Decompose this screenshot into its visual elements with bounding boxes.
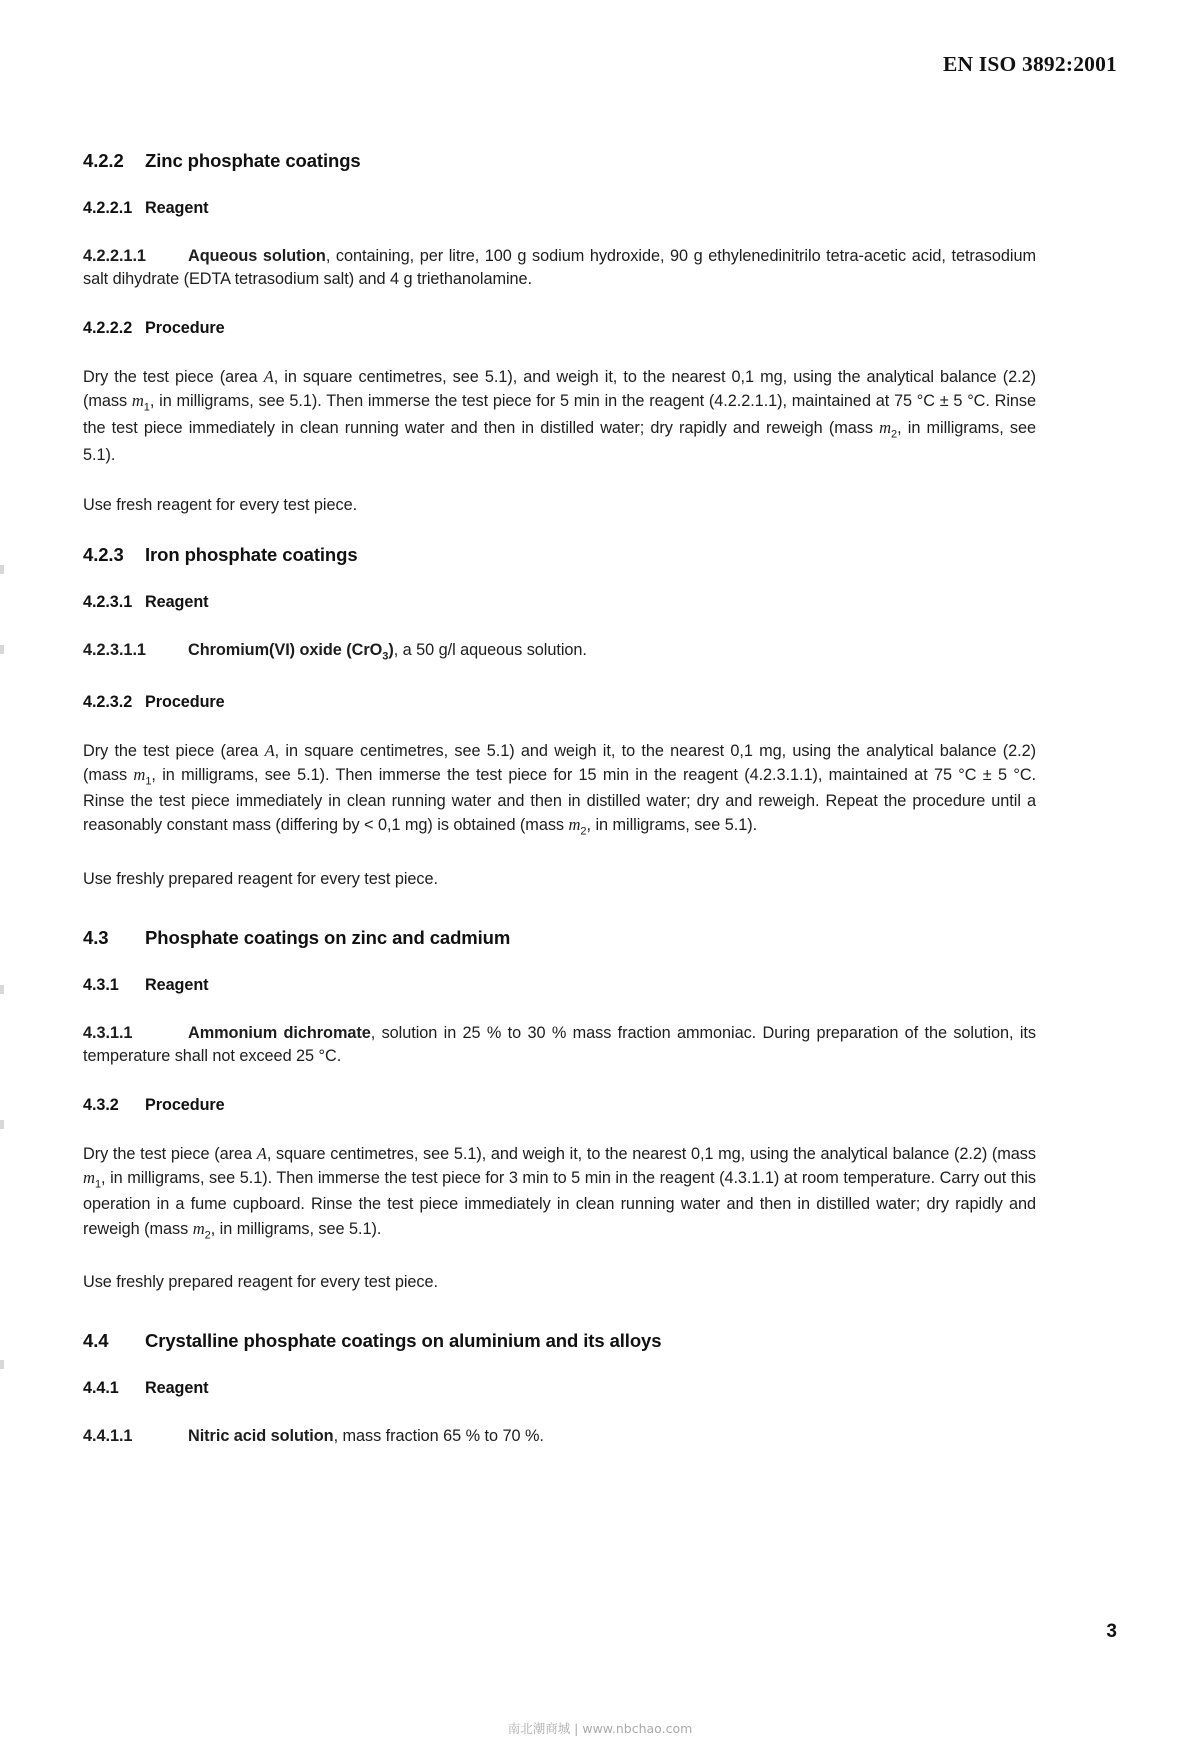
document-header: EN ISO 3892:2001 <box>942 52 1117 76</box>
heading-title: Crystalline phosphate coatings on aluminium and its alloys <box>145 1330 662 1352</box>
variable-area: A <box>264 740 275 760</box>
heading-number: 4.4.1 <box>83 1379 119 1398</box>
paragraph-4-2-3-2-body <box>83 739 1036 841</box>
paragraph-lead-term: Aqueous solution <box>188 247 326 265</box>
text-segment: , in milligrams, see 5.1). <box>586 816 758 835</box>
text-segment: Dry the test piece (area <box>83 1144 257 1163</box>
heading-4-4-1 <box>83 1379 1036 1398</box>
text-segment: , in square centimetres, see 5.1), and weigh it, to the nearest 0,1 mg, using the analytical balance (2.2) (mass <box>83 367 1037 411</box>
heading-number: 4.3 <box>83 927 109 949</box>
subscript-2: 2 <box>580 825 587 838</box>
paragraph-4-2-2-2-body <box>83 365 1036 467</box>
heading-4-3-1 <box>83 976 1036 995</box>
paragraph-4-2-2-2-note: Use fresh reagent for every test piece. <box>83 495 358 514</box>
paragraph-4-3-2-note: Use freshly prepared reagent for every test piece. <box>83 1272 438 1291</box>
heading-number: 4.3.2 <box>83 1095 119 1114</box>
paragraph-text: , mass fraction 65 % to 70 %. <box>333 1427 544 1446</box>
text-segment: , in milligrams, see 5.1). <box>83 419 1036 464</box>
watermark: 南北潮商城 | www.nbchao.com <box>507 1721 693 1736</box>
page-edge-mark <box>0 1360 4 1369</box>
page-edge-mark <box>0 645 4 654</box>
variable-mass-1: m <box>83 1168 95 1188</box>
heading-number: 4.3.1 <box>83 976 119 995</box>
page-edge-mark <box>0 985 4 994</box>
paragraph-number: 4.2.2.1.1 <box>83 247 146 265</box>
page-number: 3 <box>1106 1621 1117 1642</box>
paragraph-4-2-3-1-1 <box>83 639 1036 665</box>
variable-mass-2: m <box>879 418 892 438</box>
subscript-1: 1 <box>143 401 150 414</box>
paragraph-number: 4.2.3.1.1 <box>83 641 146 660</box>
heading-4-2-2 <box>83 150 1036 172</box>
variable-mass-1: m <box>131 391 144 411</box>
paragraph-number: 4.3.1.1 <box>83 1024 133 1043</box>
subscript-1: 1 <box>145 775 152 788</box>
subscript-2: 2 <box>204 1229 211 1242</box>
heading-number: 4.2.2 <box>83 150 124 171</box>
text-segment: Dry the test piece (area <box>83 741 265 760</box>
heading-4-2-2-2 <box>83 319 1036 338</box>
heading-4-2-3 <box>83 544 1036 566</box>
paragraph-4-2-2-1-1 <box>83 245 1036 292</box>
heading-title: Procedure <box>145 692 225 711</box>
paragraph-lead-term: Ammonium dichromate <box>188 1024 371 1043</box>
heading-number: 4.2.2.2 <box>83 318 133 337</box>
heading-4-4 <box>83 1330 1036 1352</box>
heading-title: Phosphate coatings on zinc and cadmium <box>145 927 511 949</box>
text-segment: , square centimetres, see 5.1), and weigh it, to the nearest 0,1 mg, using the analytical balance (2.2) (mass <box>266 1144 1036 1163</box>
lead-post: ) <box>388 641 394 660</box>
heading-4-2-3-1 <box>83 593 1036 612</box>
paragraph-4-4-1-1 <box>83 1425 1036 1448</box>
text-segment: , in square centimetres, see 5.1) and weigh it, to the nearest 0,1 mg, using the analytical balance (2.2) (mass <box>83 741 1036 784</box>
paragraph-text: , containing, per litre, 100 g sodium hydroxide, 90 g ethylenedinitrilo tetra-acetic acid, tetrasodium salt dihydrate (EDTA tetrasodium salt) and 4 g triethanolamine. <box>83 247 1036 289</box>
heading-4-2-2-1 <box>83 199 1036 218</box>
heading-number: 4.2.2.1 <box>83 199 133 217</box>
paragraph-lead-term: Nitric acid solution <box>188 1427 334 1446</box>
paragraph-lead-term <box>188 641 394 663</box>
text-segment: , in milligrams, see 5.1). Then immerse the test piece for 5 min in the reagent (4.2.2.1.1), maintained at 75 °C ± 5 °C. Rinse the test piece immediately in clean running water and then in distilled water; dry rapidly and reweigh (mass <box>83 392 1036 438</box>
paragraph-text: , solution in 25 % to 30 % mass fraction ammoniac. During preparation of the solution, its temperature shall not exceed 25 °C. <box>83 1024 1036 1066</box>
page-edge-mark <box>0 565 4 574</box>
variable-mass-1: m <box>133 764 146 784</box>
page-edge-mark <box>0 1120 4 1129</box>
variable-mass-2: m <box>192 1218 205 1238</box>
paragraph-4-2-3-2-note: Use freshly prepared reagent for every test piece. <box>83 869 438 888</box>
heading-title: Reagent <box>145 976 209 995</box>
heading-title: Procedure <box>145 1095 225 1114</box>
subscript-3: 3 <box>382 650 389 663</box>
text-segment: Dry the test piece (area <box>83 367 264 386</box>
paragraph-text: , a 50 g/l aqueous solution. <box>393 641 587 660</box>
heading-number: 4.2.3.2 <box>83 692 133 711</box>
heading-title: Reagent <box>145 199 209 217</box>
heading-4-2-3-2 <box>83 693 1036 712</box>
heading-4-3-2 <box>83 1096 1036 1115</box>
heading-title: Zinc phosphate coatings <box>145 150 361 171</box>
paragraph-number: 4.4.1.1 <box>83 1427 133 1446</box>
text-segment: , in milligrams, see 5.1). Then immerse the test piece for 15 min in the reagent (4.2.3.1.1), maintained at 75 °C ± 5 °C. Rinse the test piece immediately in clean running water and then in distilled water; dry and reweigh. Repeat the procedure until a reasonably constant mass (differing by < 0,1 mg) is obtained (mass <box>83 765 1036 835</box>
heading-title: Iron phosphate coatings <box>145 544 358 566</box>
heading-number: 4.2.3 <box>83 544 124 566</box>
heading-4-3 <box>83 927 1036 949</box>
text-segment: , in milligrams, see 5.1). <box>210 1219 382 1238</box>
text-segment: , in milligrams, see 5.1). Then immerse the test piece for 3 min to 5 min in the reagent (4.3.1.1) at room temperature. Carry out this operation in a fume cupboard. Rinse the test piece immediately in clean running water and then in distilled water; dry rapidly and reweigh (mass <box>83 1169 1036 1238</box>
paragraph-4-3-2-body <box>83 1142 1036 1244</box>
heading-number: 4.2.3.1 <box>83 593 133 612</box>
paragraph-4-3-1-1 <box>83 1022 1036 1069</box>
document-body <box>83 150 1036 1465</box>
heading-title: Procedure <box>145 318 225 337</box>
heading-number: 4.4 <box>83 1330 109 1352</box>
variable-area: A <box>263 366 274 386</box>
variable-area: A <box>256 1143 267 1163</box>
heading-title: Reagent <box>145 1379 209 1398</box>
subscript-1: 1 <box>94 1178 102 1191</box>
variable-mass-2: m <box>568 815 581 835</box>
lead-pre: Chromium(VI) oxide (CrO <box>188 641 383 660</box>
heading-title: Reagent <box>145 593 209 612</box>
subscript-2: 2 <box>891 428 898 441</box>
